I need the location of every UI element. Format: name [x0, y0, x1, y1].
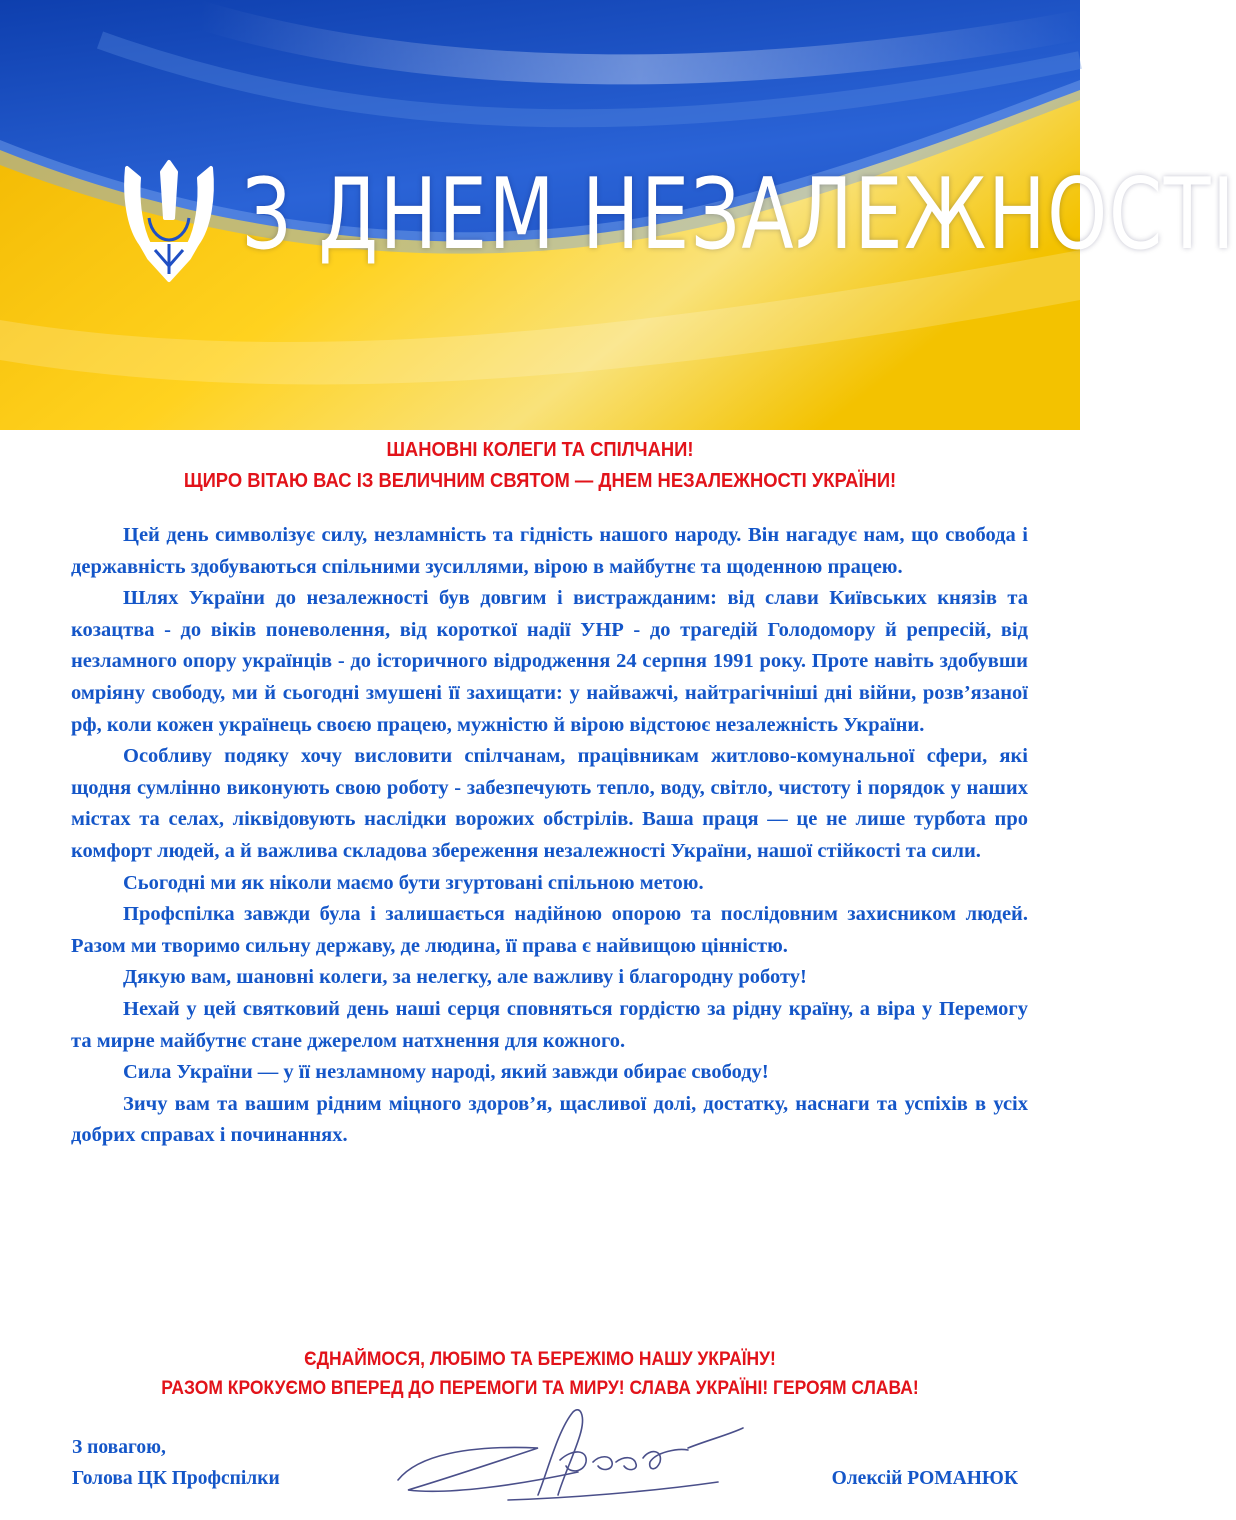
- regards-text: З повагою,: [72, 1437, 166, 1458]
- signer-position: Голова ЦК Профспілки: [72, 1468, 280, 1489]
- closing-heading: [43, 1345, 1037, 1403]
- greeting-heading: [43, 435, 1037, 497]
- paragraph: Цей день символізує силу, незламність та гідність нашого народу. Він нагадує нам, що свобода і державність здобуваються спільними зусиллями, вірою в майбутнє та щоденною працею.: [71, 524, 1028, 578]
- flag-banner: [0, 0, 1236, 430]
- paragraph: Дякую вам, шановні колеги, за нелегку, але важливу і благородну роботу!: [123, 966, 807, 989]
- paragraph: Профспілка завжди була і залишається надійною опорою та послідовним захисником людей. Разом ми творимо сильну державу, де людина, її права є найвищою цінністю.: [71, 903, 1028, 957]
- letter-body: [71, 520, 1028, 1152]
- paragraph: Нехай у цей святковий день наші серця сповняться гордістю за рідну країну, а віра у Перемогу та мирне майбутнє стане джерелом натхнення для кожного.: [71, 997, 1028, 1052]
- closing-line-1: ЄДНАЙМОСЯ, ЛЮБІМО ТА БЕРЕЖІМО НАШУ УКРАЇНУ!: [304, 1349, 776, 1370]
- signer-name: Олексій РОМАНЮК: [831, 1468, 1018, 1489]
- paragraph: Шлях України до незалежності був довгим і вистражданим: від слави Київських князів та козацтва - до віків поневолення, від короткої надії УНР - до трагедій Голодомору й репресій, від незламного опору українців - до історичного відродження 24 серпня 1991 року. Проте навіть здобувши омріяну свободу, ми й сьогодні змушені її захищати: у найважчі, найтрагічніші дні війни, розв’язаної рф, коли кожен українець своєю працею, мужністю й вірою відстоює незалежність України.: [71, 587, 1028, 736]
- banner-title: З ДНЕМ НЕЗАЛЕЖНОСТІ: [242, 158, 1236, 272]
- signature-block: [72, 1432, 280, 1494]
- greeting-line-2: ЩИРО ВІТАЮ ВАС ІЗ ВЕЛИЧНИМ СВЯТОМ — ДНЕМ НЕЗАЛЕЖНОСТІ УКРАЇНИ!: [183, 470, 897, 492]
- trident-icon: [118, 158, 220, 282]
- greeting-line-1: ШАНОВНІ КОЛЕГИ ТА СПІЛЧАНИ!: [386, 439, 694, 461]
- paragraph: Особливу подяку хочу висловити спілчанам, працівникам житлово-комунальної сфери, які щодня сумлінно виконують свою роботу - забезпечують тепло, воду, світло, чистоту і порядок у наших містах та селах, ліквідовують наслідки ворожих обстрілів. Ваша праця — це не лише турбота про комфорт людей, а й важлива складова збереження незалежності України, нашої стійкості та сили.: [71, 745, 1028, 862]
- closing-line-2: РАЗОМ КРОКУЄМО ВПЕРЕД ДО ПЕРЕМОГИ ТА МИРУ! СЛАВА УКРАЇНІ! ГЕРОЯМ СЛАВА!: [161, 1378, 919, 1399]
- paragraph: Зичу вам та вашим рідним міцного здоров’я, щасливої долі, достатку, наснаги та успіхів в усіх добрих справах і починаннях.: [71, 1092, 1028, 1147]
- handwritten-signature: [388, 1400, 748, 1510]
- paragraph: Сила України — у її незламному народі, який завжди обирає свободу!: [123, 1061, 769, 1084]
- paragraph: Сьогодні ми як ніколи маємо бути згуртовані спільною метою.: [123, 871, 704, 894]
